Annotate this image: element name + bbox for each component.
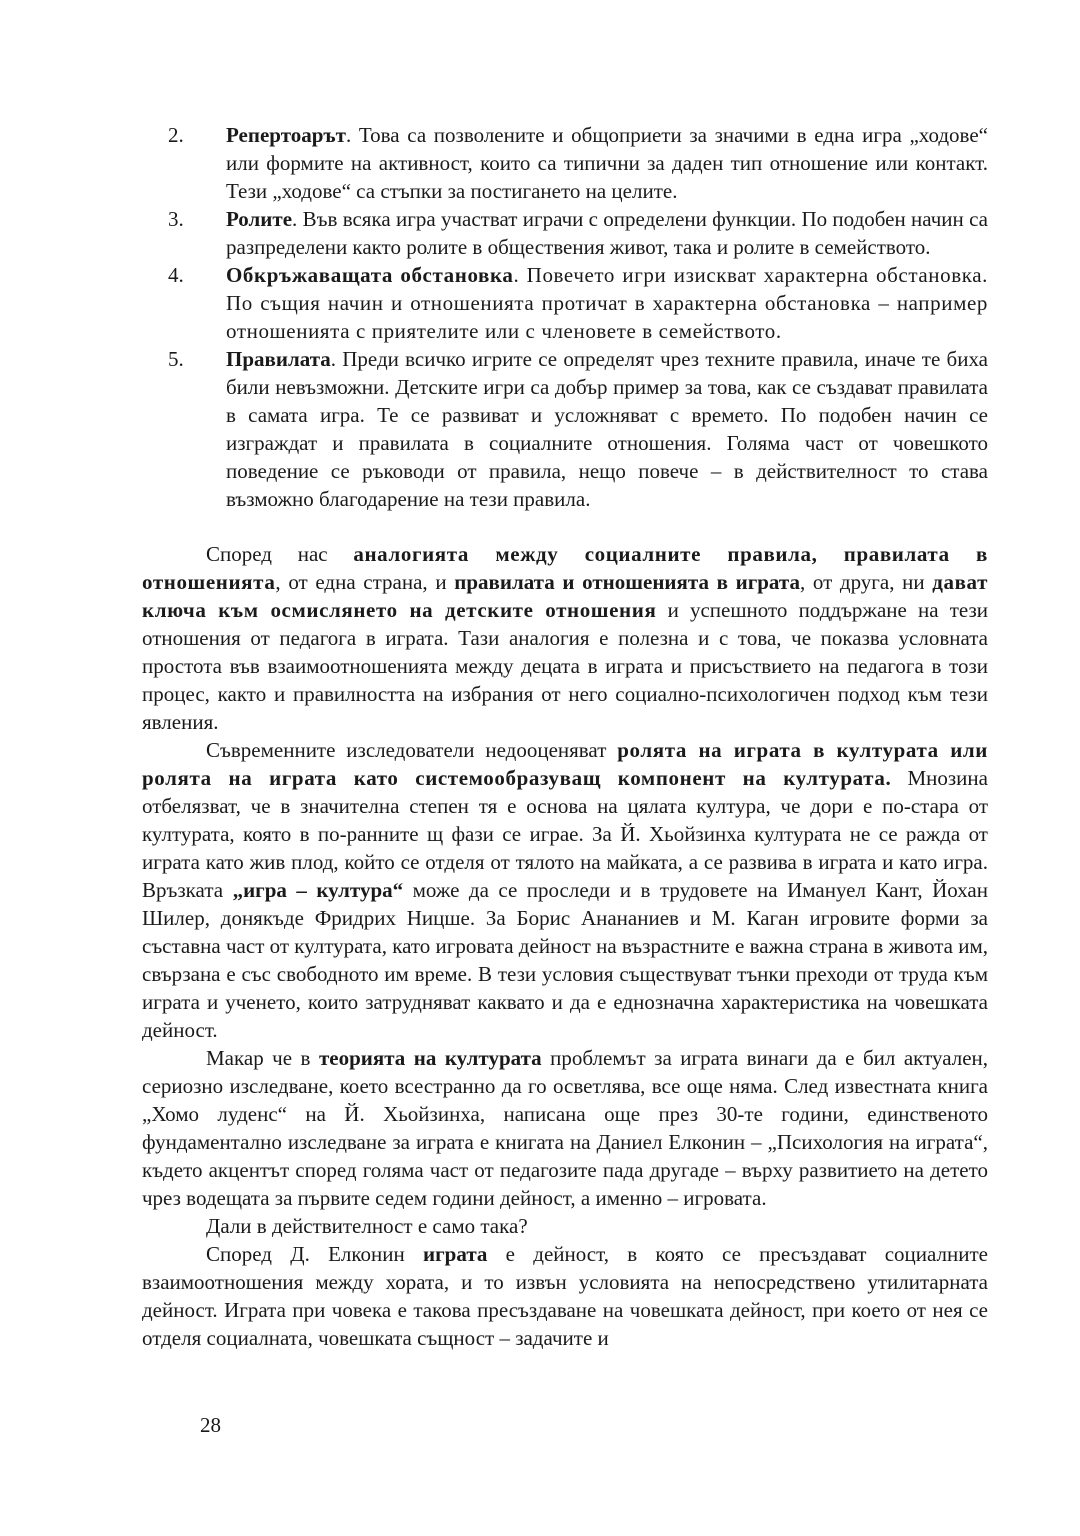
- list-item-roles: [142, 205, 988, 261]
- list-item-number: 3.: [168, 207, 184, 231]
- text-run: , от една страна, и: [275, 570, 455, 594]
- bold-run: „игра – култура“: [232, 878, 404, 902]
- text-run: Според Д. Елконин: [206, 1242, 424, 1266]
- list-item-term: Правилата: [226, 347, 331, 371]
- paragraph-theory: [142, 1044, 988, 1212]
- paragraph-elkonin: [142, 1240, 988, 1352]
- text-run: проблемът за играта винаги да е бил актуален, сериозно изследване, което всестранно да го осветлява, все още няма. След известната книга „Хомо луденс“ на Й. Хьойзинха, написана още през 30-те години, единственото фундаментално изследване за играта е книгата на Даниел Елконин – „Психология на играта“, където акцентът според голяма част от педагозите пада другаде – върху развитието на детето чрез водещата за първите седем години дейност, а именно – игровата.: [142, 1046, 988, 1210]
- bold-run: аналогията между социалните правила, правилата в отношенията: [142, 542, 988, 594]
- text-run: може да се проследи и в трудовете на Имануел Кант, Йохан Шилер, донякъде Фридрих Ницше. За Борис Анананиев и М. Каган игровите форми за съставна част от културата, като игровата дейност на възрастните е важна страна в живота им, свързана е със свободното им време. В тези условия съществуват тънки преходи от труда към играта и ученето, които затрудняват каквато и да е еднозначна характеристика на човешката дейност.: [142, 878, 988, 1042]
- list-item-text: . Преди всичко игрите се определят чрез техните правила, иначе те биха били невъзможни. Детските игри са добър пример за това, как се създават правилата в самата игра. Те се развиват и усложняват с времето. По подобен начин се изграждат и правилата в социалните отношения. Голяма част от човешкото поведение се ръководи от правила, нещо повече – в действителност то става възможно благодарение на тези правила.: [226, 347, 988, 511]
- paragraph-analogy: [142, 540, 988, 736]
- bold-run: правилата и отношенията в играта: [454, 570, 800, 594]
- text-run: Съвременните изследователи недооценяват: [206, 738, 618, 762]
- body-text: [142, 540, 988, 1352]
- list-item-number: 4.: [168, 263, 184, 287]
- paragraph-culture: [142, 736, 988, 1044]
- list-item-number: 5.: [168, 347, 184, 371]
- list-item-term: Репертоарът: [226, 123, 346, 147]
- list-item-term: Ролите: [226, 207, 293, 231]
- bold-run: теорията на културата: [318, 1046, 542, 1070]
- text-run: , от друга, ни: [799, 570, 933, 594]
- list-item-environment: [142, 261, 988, 345]
- list-item-text: . Във всяка игра участват играчи с определени функции. По подобен начин са разпределени както ролите в обществения живот, така и ролите в семейството.: [226, 207, 988, 259]
- list-item-text: . Това са позволените и общоприети за значими в една игра „ходове“ или формите на активност, които са типични за даден тип отношение или контакт. Тези „ходове“ са стъпки за постигането на целите.: [226, 123, 988, 203]
- text-run: Според нас: [206, 542, 354, 566]
- list-item-text: . Повечето игри изискват характерна обстановка. По същия начин и отношенията протичат в характерна обстановка – например отношенията с приятелите или с членовете в семейството.: [226, 263, 988, 343]
- list-item-term: Обкръжаващата обстановка: [226, 263, 514, 287]
- list-item-repertoire: [142, 121, 988, 205]
- list-item-number: 2.: [168, 123, 184, 147]
- text-run: е дейност, в която се пресъздават социалните взаимоотношения между хората, и то извън условията на непосредствено утилитарната дейност. Играта при човека е такова пресъздаване на човешката дейност, при което от нея се отделя социалната, човешката същност – задачите и: [142, 1242, 988, 1350]
- bold-run: ролята на играта в културата или ролята на играта като системообразуващ компонент на културата.: [142, 738, 988, 790]
- numbered-list: [142, 121, 988, 513]
- text-run: Дали в действителност е само така?: [206, 1214, 528, 1238]
- page-number: 28: [200, 1413, 221, 1437]
- list-item-rules: [142, 345, 988, 513]
- text-run: Макар че в: [206, 1046, 319, 1070]
- text-run: Мнозина отбелязват, че в значителна степен тя е основа на цялата култура, че дори е по-стара от културата, която в по-ранните щ фази се играе. За Й. Хьойзинха културата не се ражда от играта като жив плод, който се отделя от тялото на майката, а се развива в играта и като игра. Връзката: [142, 766, 988, 902]
- text-run: и успешното поддържане на тези отношения от педагога в играта. Тази аналогия е полезна и с това, че показва условната простота във взаимоотношенията между децата в играта и присъствието на педагога в този процес, както и правилността на избрания от него социално-психологичен подход към тези явления.: [142, 598, 988, 734]
- bold-run: дават ключа към осмислянето на детските отношения: [142, 570, 989, 622]
- paragraph-question: [142, 1212, 988, 1240]
- bold-run: играта: [423, 1242, 488, 1266]
